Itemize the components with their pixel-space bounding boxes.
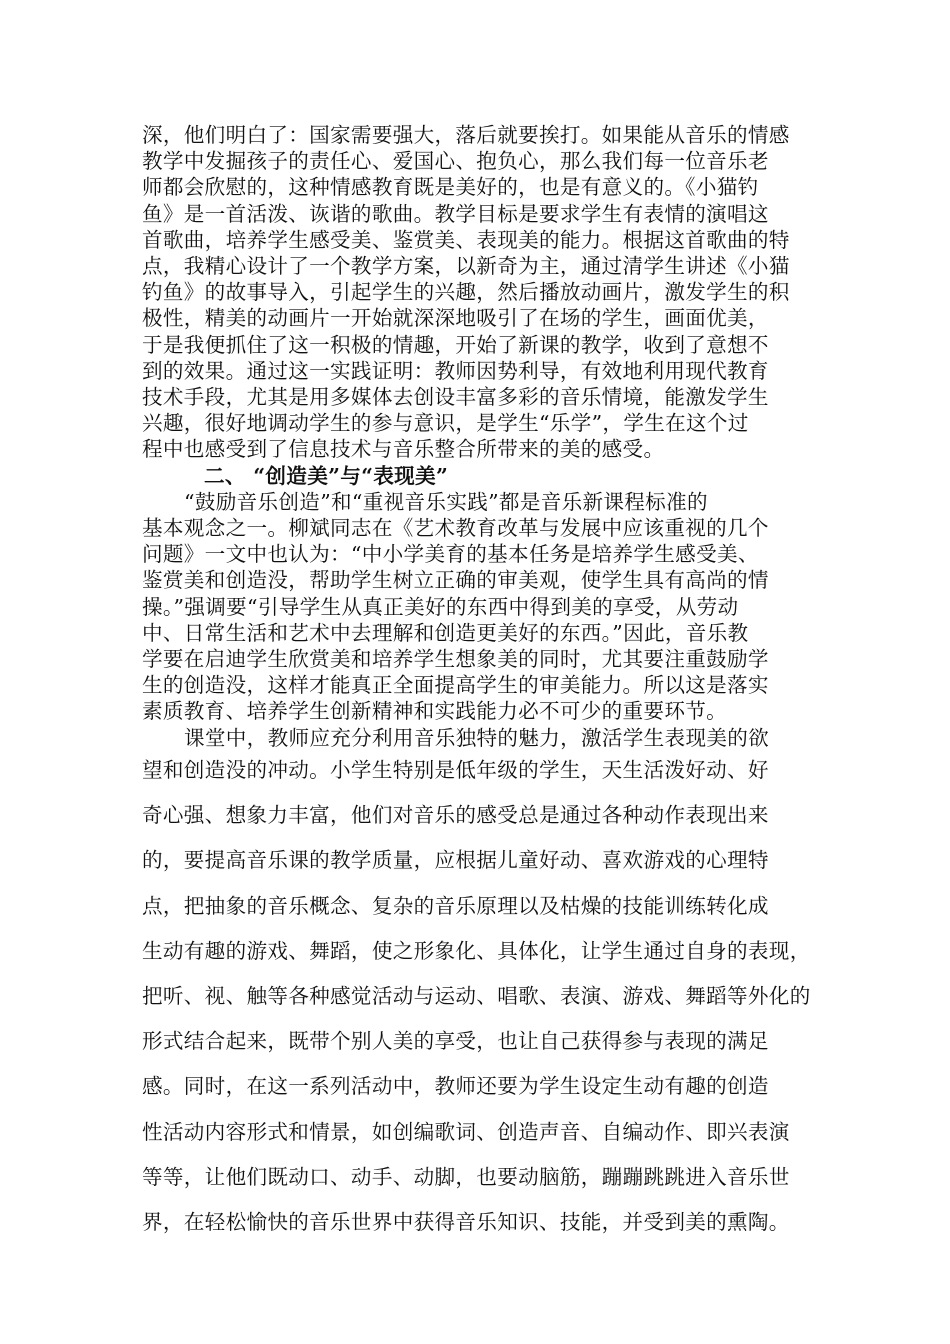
paragraph-line: 基本观念之一。柳斌同志在《艺术教育改革与发展中应该重视的几个 — [142, 516, 769, 541]
paragraph-line: 点，把抽象的音乐概念、复杂的音乐原理以及枯燥的技能训练转化成 — [142, 893, 769, 918]
paragraph-line: 教学中发掘孩子的责任心、爱国心、抱负心，那么我们每一位音乐老 — [142, 149, 769, 174]
paragraph-line: 学要在启迪学生欣赏美和培养学生想象美的同时，尤其要注重鼓励学 — [142, 647, 769, 672]
paragraph-line: 的，要提高音乐课的教学质量，应根据儿童好动、喜欢游戏的心理特 — [142, 848, 769, 873]
paragraph-line: 形式结合起来，既带个别人美的享受，也让自己获得参与表现的满足 — [142, 1029, 769, 1054]
paragraph-line: “鼓励音乐创造”和“重视音乐实践”都是音乐新课程标准的 — [184, 489, 708, 514]
section-heading: 二、 “创造美”与“表现美” — [204, 463, 449, 488]
paragraph-line: 奇心强、想象力丰富，他们对音乐的感受总是通过各种动作表现出来 — [142, 803, 769, 828]
paragraph-line: 兴趣，很好地调动学生的参与意识，是学生“乐学”，学生在这个过 — [142, 411, 749, 436]
body-text-spaced — [142, 748, 822, 1245]
paragraph-line: 极性，精美的动画片一开始就深深地吸引了在场的学生，画面优美， — [142, 306, 769, 331]
paragraph-line: 界，在轻松愉快的音乐世界中获得音乐知识、技能，并受到美的熏陶。 — [142, 1210, 790, 1235]
paragraph-line: 首歌曲，培养学生感受美、鉴赏美、表现美的能力。根据这首歌曲的特 — [142, 227, 790, 252]
paragraph-line: 感。同时，在这一系列活动中，教师还要为学生设定生动有趣的创造 — [142, 1074, 769, 1099]
paragraph-line: 点，我精心设计了一个教学方案，以新奇为主，通过清学生讲述《小猫 — [142, 254, 790, 279]
paragraph-line: 课堂中，教师应充分利用音乐独特的魅力，激活学生表现美的欲 — [184, 725, 770, 750]
paragraph-line: 等等，让他们既动口、动手、动脚，也要动脑筋，蹦蹦跳跳进入音乐世 — [142, 1164, 790, 1189]
paragraph-line: 生动有趣的游戏、舞蹈，使之形象化、具体化，让学生通过自身的表现， — [142, 938, 811, 963]
body-text-dense — [142, 122, 822, 751]
paragraph-line: 鉴赏美和创造没，帮助学生树立正确的审美观，使学生具有高尚的情 — [142, 568, 769, 593]
paragraph-line: 素质教育、培养学生创新精神和实践能力必不可少的重要环节。 — [142, 699, 728, 724]
paragraph-line: 性活动内容形式和情景，如创编歌词、创造声音、自编动作、即兴表演 — [142, 1119, 790, 1144]
paragraph-line: 于是我便抓住了这一积极的情趣，开始了新课的教学，收到了意想不 — [142, 332, 769, 357]
paragraph-line: 问题》一文中也认为：“中小学美育的基本任务是培养学生感受美、 — [142, 542, 759, 567]
paragraph-line: 中、日常生活和艺术中去理解和创造更美好的东西。”因此，音乐教 — [142, 620, 749, 645]
paragraph-line: 程中也感受到了信息技术与音乐整合所带来的美的感受。 — [142, 437, 665, 462]
paragraph-line: 深，他们明白了：国家需要强大，落后就要挨打。如果能从音乐的情感 — [142, 123, 790, 147]
paragraph-line: 技术手段，尤其是用多媒体去创设丰富多彩的音乐情境，能激发学生 — [142, 385, 769, 410]
paragraph-line: 生的创造没，这样才能真正全面提高学生的审美能力。所以这是落实 — [142, 673, 769, 698]
paragraph-line: 到的效果。通过这一实践证明：教师因势利导，有效地利用现代教育 — [142, 358, 769, 383]
paragraph-line: 把听、视、触等各种感觉活动与运动、唱歌、表演、游戏、舞蹈等外化的 — [142, 984, 811, 1009]
paragraph-line: 钓鱼》的故事导入，引起学生的兴趣，然后播放动画片，激发学生的积 — [142, 280, 790, 305]
paragraph-line: 鱼》是一首活泼、诙谐的歌曲。教学目标是要求学生有表情的演唱这 — [142, 201, 769, 226]
paragraph-line: 师都会欣慰的，这种情感教育既是美好的，也是有意义的。《小猫钓 — [142, 175, 759, 200]
paragraph-line: 望和创造没的冲动。小学生特别是低年级的学生，天生活泼好动、好 — [142, 758, 769, 782]
paragraph-line: 操。”强调要“引导学生从真正美好的东西中得到美的享受，从劳动 — [142, 594, 739, 619]
